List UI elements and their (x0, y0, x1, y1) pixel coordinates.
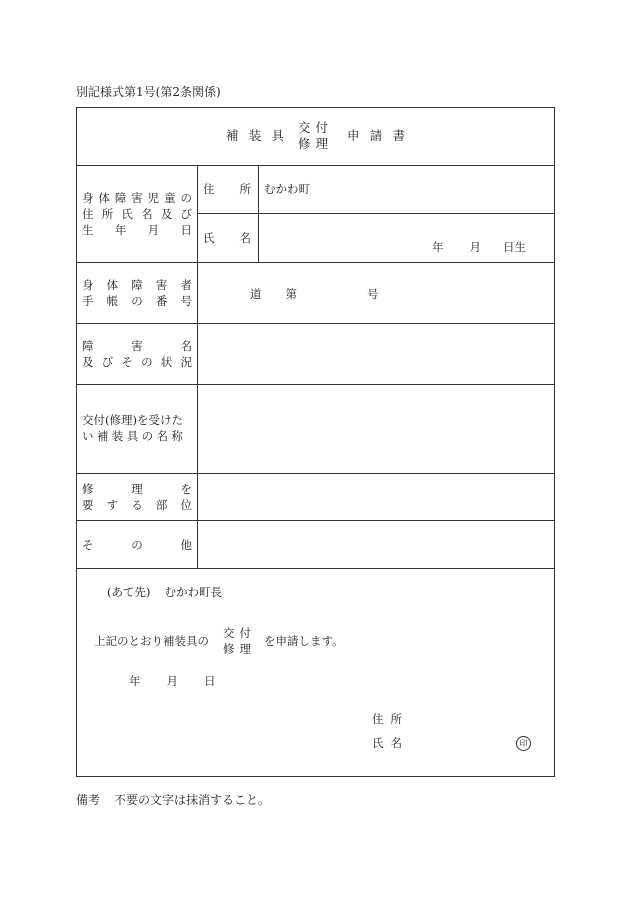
form-number: 別記様式第1号(第2条関係) (76, 85, 221, 99)
table-rule (77, 165, 554, 166)
child-name-label: 氏 名 (203, 231, 251, 245)
handbook-number-field[interactable]: 道 第 号 (250, 287, 379, 301)
application-statement: 上記のとおり補装具の 交付 修理 を申請します。 (94, 626, 344, 656)
title-prefix: 補 装 具 (225, 128, 284, 143)
seal-icon: 印 (516, 736, 531, 751)
applicant-address-label: 住所 (372, 712, 409, 726)
title-suffix: 申 請 書 (347, 128, 405, 143)
table-rule (77, 262, 554, 263)
applicant-name-label: 氏名 (372, 736, 409, 750)
disability-label: 障 害 名 及 び そ の 状 況 (82, 339, 192, 369)
disability-field[interactable] (198, 324, 554, 382)
form-title (77, 108, 554, 164)
child-info-label: 身 体 障 害 児 童 の 住 所 氏 名 及 び 生 年 月 日 (82, 191, 192, 237)
application-date-field[interactable]: 年 月 日 (129, 674, 216, 688)
repair-part-field[interactable] (198, 473, 554, 518)
table-rule (77, 568, 554, 569)
equipment-name-label: 交付(修理)を受けた い補装具の名称 (82, 413, 187, 443)
table-rule (258, 165, 259, 262)
other-label: そ の 他 (82, 538, 192, 552)
addressee: (あて先) むかわ町長 (107, 585, 222, 599)
repair-part-label: 修 理 を 要 す る 部 位 (82, 482, 192, 512)
child-address-label: 住 所 (203, 182, 251, 196)
other-field[interactable] (198, 521, 554, 567)
handbook-number-label: 身 体 障 害 者 手 帳 の 番 号 (82, 278, 192, 308)
child-address-field[interactable]: むかわ町 (264, 182, 310, 196)
remarks-note: 備考 不要の文字は抹消すること。 (76, 793, 271, 807)
title-options: 交付 修理 (297, 120, 333, 151)
birth-date-field[interactable]: 年 月 日生 (432, 240, 526, 254)
equipment-name-field[interactable] (198, 385, 554, 471)
